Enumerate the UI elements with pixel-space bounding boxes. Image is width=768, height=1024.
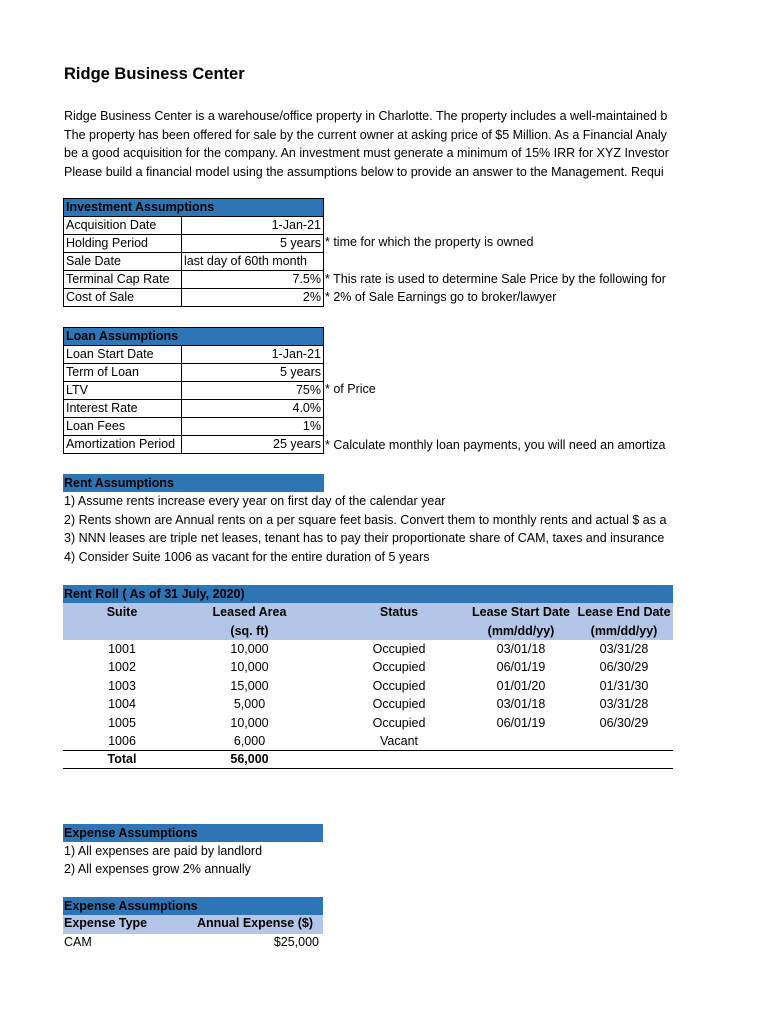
row-label[interactable]: LTV bbox=[64, 382, 182, 400]
area-cell[interactable]: 15,000 bbox=[230, 679, 269, 693]
table-row bbox=[64, 382, 324, 400]
row-label[interactable]: Cost of Sale bbox=[64, 289, 182, 307]
row-value[interactable]: 1-Jan-21 bbox=[182, 217, 324, 235]
rent-roll-column-headers bbox=[63, 603, 673, 621]
total-value[interactable]: 56,000 bbox=[230, 752, 269, 766]
expense-note-item: 2) All expenses grow 2% annually bbox=[64, 862, 251, 876]
status-cell[interactable]: Occupied bbox=[372, 660, 426, 674]
rent-roll-header: Rent Roll ( As of 31 July, 2020) bbox=[63, 585, 673, 603]
end-cell[interactable]: 01/31/30 bbox=[599, 679, 649, 693]
row-label[interactable]: Interest Rate bbox=[64, 400, 182, 418]
table-row bbox=[63, 695, 673, 713]
row-value[interactable]: 25 years bbox=[182, 436, 324, 454]
suite-cell[interactable]: 1005 bbox=[108, 716, 136, 730]
row-value[interactable]: 2% bbox=[182, 289, 324, 307]
status-cell[interactable]: Occupied bbox=[372, 716, 426, 730]
row-value[interactable]: 1% bbox=[182, 418, 324, 436]
row-label[interactable]: Acquisition Date bbox=[64, 217, 182, 235]
row-label[interactable]: Loan Start Date bbox=[64, 346, 182, 364]
intro-paragraph bbox=[64, 107, 673, 181]
rent-roll-column-subheaders bbox=[63, 622, 673, 640]
suite-cell[interactable]: 1002 bbox=[108, 660, 136, 674]
row-value[interactable]: 4.0% bbox=[182, 400, 324, 418]
row-value[interactable]: last day of 60th month bbox=[182, 253, 324, 271]
start-cell[interactable]: 01/01/20 bbox=[496, 679, 546, 693]
suite-cell[interactable]: 1001 bbox=[108, 642, 136, 656]
area-cell[interactable]: 10,000 bbox=[230, 716, 269, 730]
end-cell[interactable]: 03/31/28 bbox=[599, 697, 649, 711]
row-label[interactable]: Term of Loan bbox=[64, 364, 182, 382]
start-cell[interactable]: 06/01/19 bbox=[496, 716, 546, 730]
table-row bbox=[64, 271, 324, 289]
table-row bbox=[63, 732, 673, 750]
amortization-note: * Calculate monthly loan payments, you will need an amortiza bbox=[325, 438, 666, 452]
col-leased-area-unit: (sq. ft) bbox=[230, 624, 269, 638]
row-value[interactable]: 1-Jan-21 bbox=[182, 346, 324, 364]
start-cell[interactable]: 03/01/18 bbox=[496, 697, 546, 711]
page-title: Ridge Business Center bbox=[64, 65, 245, 83]
row-label[interactable]: Loan Fees bbox=[64, 418, 182, 436]
ltv-note: * of Price bbox=[325, 382, 376, 396]
table-row bbox=[64, 400, 324, 418]
holding-period-note: * time for which the property is owned bbox=[325, 235, 534, 249]
table-row bbox=[64, 418, 324, 436]
row-label[interactable]: Holding Period bbox=[64, 235, 182, 253]
intro-line: Ridge Business Center is a warehouse/office property in Charlotte. The property includes a well-maintained b bbox=[64, 109, 668, 123]
rent-item: 4) Consider Suite 1006 as vacant for the entire duration of 5 years bbox=[64, 550, 430, 564]
area-cell[interactable]: 10,000 bbox=[230, 642, 269, 656]
status-cell[interactable]: Occupied bbox=[372, 642, 426, 656]
area-cell[interactable]: 6,000 bbox=[233, 734, 266, 748]
expense-amount-cell[interactable]: $25,000 bbox=[273, 935, 319, 949]
col-leased-area: Leased Area bbox=[212, 605, 287, 619]
table-row bbox=[64, 235, 324, 253]
end-cell[interactable]: 06/30/29 bbox=[599, 660, 649, 674]
total-label: Total bbox=[107, 752, 137, 766]
intro-line: be a good acquisition for the company. An investment must generate a minimum of 15% IRR for XYZ Investor bbox=[64, 146, 669, 160]
row-value[interactable]: 7.5% bbox=[182, 271, 324, 289]
rent-assumptions-header: Rent Assumptions bbox=[63, 474, 324, 492]
start-cell[interactable]: 03/01/18 bbox=[496, 642, 546, 656]
total-divider-bottom bbox=[63, 768, 673, 769]
start-cell[interactable]: 06/01/19 bbox=[496, 660, 546, 674]
rent-item: 2) Rents shown are Annual rents on a per square feet basis. Convert them to monthly rents and actual $ as a bbox=[64, 513, 667, 527]
row-value[interactable]: 75% bbox=[182, 382, 324, 400]
table-row bbox=[64, 364, 324, 382]
investment-assumptions-table bbox=[63, 198, 324, 307]
table-row bbox=[63, 677, 673, 695]
col-lease-start-format: (mm/dd/yy) bbox=[487, 624, 555, 638]
col-suite: Suite bbox=[106, 605, 138, 619]
status-cell[interactable]: Occupied bbox=[372, 697, 426, 711]
expense-notes-header: Expense Assumptions bbox=[63, 824, 323, 842]
status-cell[interactable]: Vacant bbox=[380, 734, 418, 748]
suite-cell[interactable]: 1003 bbox=[108, 679, 136, 693]
col-expense-type: Expense Type bbox=[64, 916, 148, 930]
table-row bbox=[64, 253, 324, 271]
expense-type-cell[interactable]: CAM bbox=[64, 935, 92, 949]
cap-rate-note: * This rate is used to determine Sale Price by the following for bbox=[325, 272, 666, 286]
area-cell[interactable]: 10,000 bbox=[230, 660, 269, 674]
total-row bbox=[63, 750, 673, 768]
intro-line: The property has been offered for sale by the current owner at asking price of $5 Million. As a Financial Analy bbox=[64, 127, 667, 142]
table-row bbox=[63, 640, 673, 658]
col-annual-expense: Annual Expense ($) bbox=[197, 916, 313, 930]
table-row bbox=[63, 658, 673, 676]
row-label[interactable]: Amortization Period bbox=[64, 436, 182, 454]
row-label[interactable]: Terminal Cap Rate bbox=[64, 271, 182, 289]
end-cell[interactable]: 03/31/28 bbox=[599, 642, 649, 656]
table-row bbox=[64, 436, 324, 454]
status-cell[interactable]: Occupied bbox=[372, 679, 426, 693]
loan-assumptions-table bbox=[63, 327, 324, 454]
suite-cell[interactable]: 1006 bbox=[108, 734, 136, 748]
loan-header: Loan Assumptions bbox=[64, 328, 324, 346]
row-value[interactable]: 5 years bbox=[182, 364, 324, 382]
intro-line: Please build a financial model using the assumptions below to provide an answer to the Management. Requi bbox=[64, 164, 664, 179]
suite-cell[interactable]: 1004 bbox=[108, 697, 136, 711]
end-cell[interactable]: 06/30/29 bbox=[599, 716, 649, 730]
table-row bbox=[64, 217, 324, 235]
cost-of-sale-note: * 2% of Sale Earnings go to broker/lawyer bbox=[325, 290, 557, 304]
row-value[interactable]: 5 years bbox=[182, 235, 324, 253]
expense-table-header: Expense Assumptions bbox=[63, 897, 323, 915]
table-row bbox=[63, 714, 673, 732]
investment-header: Investment Assumptions bbox=[64, 199, 324, 217]
expense-note-item: 1) All expenses are paid by landlord bbox=[64, 844, 263, 858]
col-status: Status bbox=[379, 605, 419, 619]
rent-item: 1) Assume rents increase every year on first day of the calendar year bbox=[64, 494, 446, 508]
area-cell[interactable]: 5,000 bbox=[233, 697, 266, 711]
table-row bbox=[64, 346, 324, 364]
rent-item: 3) NNN leases are triple net leases, tenant has to pay their proportionate share of CAM, taxes and insurance bbox=[64, 531, 665, 545]
table-row bbox=[64, 289, 324, 307]
col-lease-start: Lease Start Date bbox=[472, 605, 570, 619]
col-lease-end-format: (mm/dd/yy) bbox=[590, 624, 658, 638]
row-label[interactable]: Sale Date bbox=[64, 253, 182, 271]
col-lease-end: Lease End Date bbox=[577, 605, 671, 619]
